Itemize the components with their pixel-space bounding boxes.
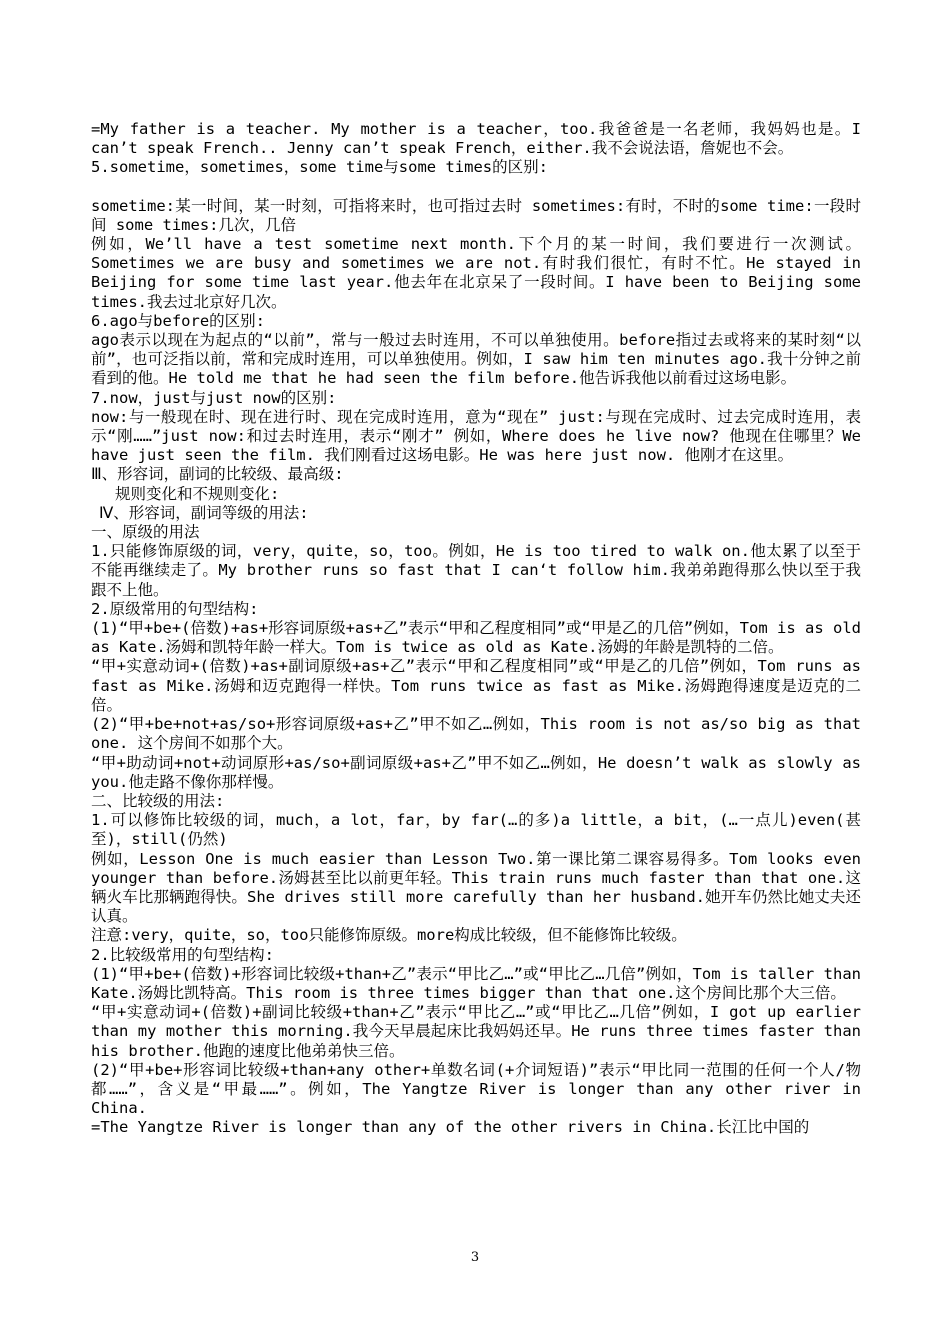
document-body (91, 120, 861, 1138)
section-heading-sometime: 5.sometime，sometimes，some time与some times的区别: (91, 158, 548, 177)
section-heading-degree-usage: Ⅳ、形容词，副词等级的用法: (99, 503, 309, 522)
paragraph: (1)“甲+be+(倍数)+as+形容词原级+as+乙”表示“甲和乙程度相同”或“甲是乙的几倍”例如，Tom is as old as Kate.汤姆和凯特年龄一样大。Tom is twice as old as Kate.汤姆的年龄是凯特的二倍。 (91, 619, 861, 657)
paragraph: =My father is a teacher. My mother is a teacher，too.我爸爸是一名老师，我妈妈也是。I can’t speak French.. Jenny can’t speak French，either.我不会说法语，詹妮也不会。 (91, 120, 861, 158)
paragraph: “甲+助动词+not+动词原形+as/so+副词原级+as+乙”甲不如乙…例如，He doesn’t walk as slowly as you.他走路不像你那样慢。 (91, 753, 861, 791)
paragraph: =The Yangtze River is longer than any of the other rivers in China.长江比中国的 (91, 1118, 810, 1137)
paragraph: 例如，Lesson One is much easier than Lesson Two.第一课比第二课容易得多。Tom looks even younger than before.汤姆甚至比以前更年轻。This train runs much faster than that one.这辆火车比那辆跑得快。She drives still more carefully than her husband.她开车仍然比她丈夫还认真。 (91, 849, 861, 926)
paragraph: 规则变化和不规则变化: (115, 484, 280, 503)
paragraph: ago表示以现在为起点的“以前”，常与一般过去时连用，不可以单独使用。before指过去或将来的某时刻“以前”，也可泛指以前，常和完成时连用，可以单独使用。例如，I saw him ten minutes ago.我十分钟之前看到的他。He told me that he had seen the film before.他告诉我他以前看过这场电影。 (91, 331, 861, 388)
paragraph: “甲+实意动词+(倍数)+as+副词原级+as+乙”表示“甲和乙程度相同”或“甲是乙的几倍”例如，Tom runs as fast as Mike.汤姆和迈克跑得一样快。Tom runs twice as fast as Mike.汤姆跑得速度是迈克的二倍。 (91, 657, 861, 714)
section-heading-comparatives: Ⅲ、形容词，副词的比较级、最高级: (91, 465, 344, 484)
subsection-heading-comparative: 二、比较级的用法: (91, 791, 225, 810)
paragraph: now:与一般现在时、现在进行时、现在完成时连用，意为“现在” just:与现在完成时、过去完成时连用，表示“刚……”just now:和过去时连用，表示“刚才” 例如，Where does he live now? 他现在住哪里？We have just seen the film. 我们刚看过这场电影。He was here just now. 他刚才在这里。 (91, 407, 861, 465)
paragraph: 1.只能修饰原级的词，very，quite，so，too。例如，He is too tired to walk on.他太累了以至于不能再继续走了。My brother runs so fast that I can‘t follow him.我弟弟跑得那么快以至于我跟不上他。 (91, 542, 861, 599)
paragraph: “甲+实意动词+(倍数)+副词比较级+than+乙”表示“甲比乙…”或“甲比乙…几倍”例如，I got up earlier than my mother this morning.我今天早晨起床比我妈妈还早。He runs three times faster than his brother.他跑的速度比他弟弟快三倍。 (91, 1003, 861, 1060)
section-heading-now-just: 7.now，just与just now的区别: (91, 388, 337, 407)
section-heading-ago-before: 6.ago与before的区别: (91, 311, 265, 330)
paragraph: sometime:某一时间，某一时刻，可指将来时，也可指过去时 sometimes:有时，不时的some time:一段时间 some times:几次，几倍 (91, 196, 861, 234)
paragraph: (1)“甲+be+(倍数)+形容词比较级+than+乙”表示“甲比乙…”或“甲比乙…几倍”例如，Tom is taller than Kate.汤姆比凯特高。This room is three times bigger than that one.这个房间比那个大三倍。 (91, 964, 861, 1002)
paragraph: (2)“甲+be+形容词比较级+than+any other+单数名词(+介词短语)”表示“甲比同一范围的任何一个人/物都……”，含义是“甲最……”。例如，The Yangtze River is longer than any other river in China. (91, 1060, 861, 1118)
paragraph: 1.可以修饰比较级的词，much，a lot，far，by far(…的多)a little，a bit，(…一点儿)even(甚至)，still(仍然) (91, 811, 861, 849)
subsection-heading-positive: 一、原级的用法 (91, 523, 200, 542)
paragraph: 2.比较级常用的句型结构: (91, 945, 274, 964)
paragraph: (2)“甲+be+not+as/so+形容词原级+as+乙”甲不如乙…例如，This room is not as/so big as that one. 这个房间不如那个大。 (91, 715, 861, 753)
paragraph: 例如，We’ll have a test sometime next month.下个月的某一时间，我们要进行一次测试。Sometimes we are busy and sometimes we are not.有时我们很忙，有时不忙。He stayed in Beijing for some time last year.他去年在北京呆了一段时间。I have been to Beijing some times.我去过北京好几次。 (91, 235, 861, 311)
paragraph: 注意:very，quite，so，too只能修饰原级。more构成比较级，但不能修饰比较级。 (91, 926, 687, 945)
paragraph: 2.原级常用的句型结构: (91, 599, 259, 618)
page-number: 3 (470, 1250, 480, 1265)
